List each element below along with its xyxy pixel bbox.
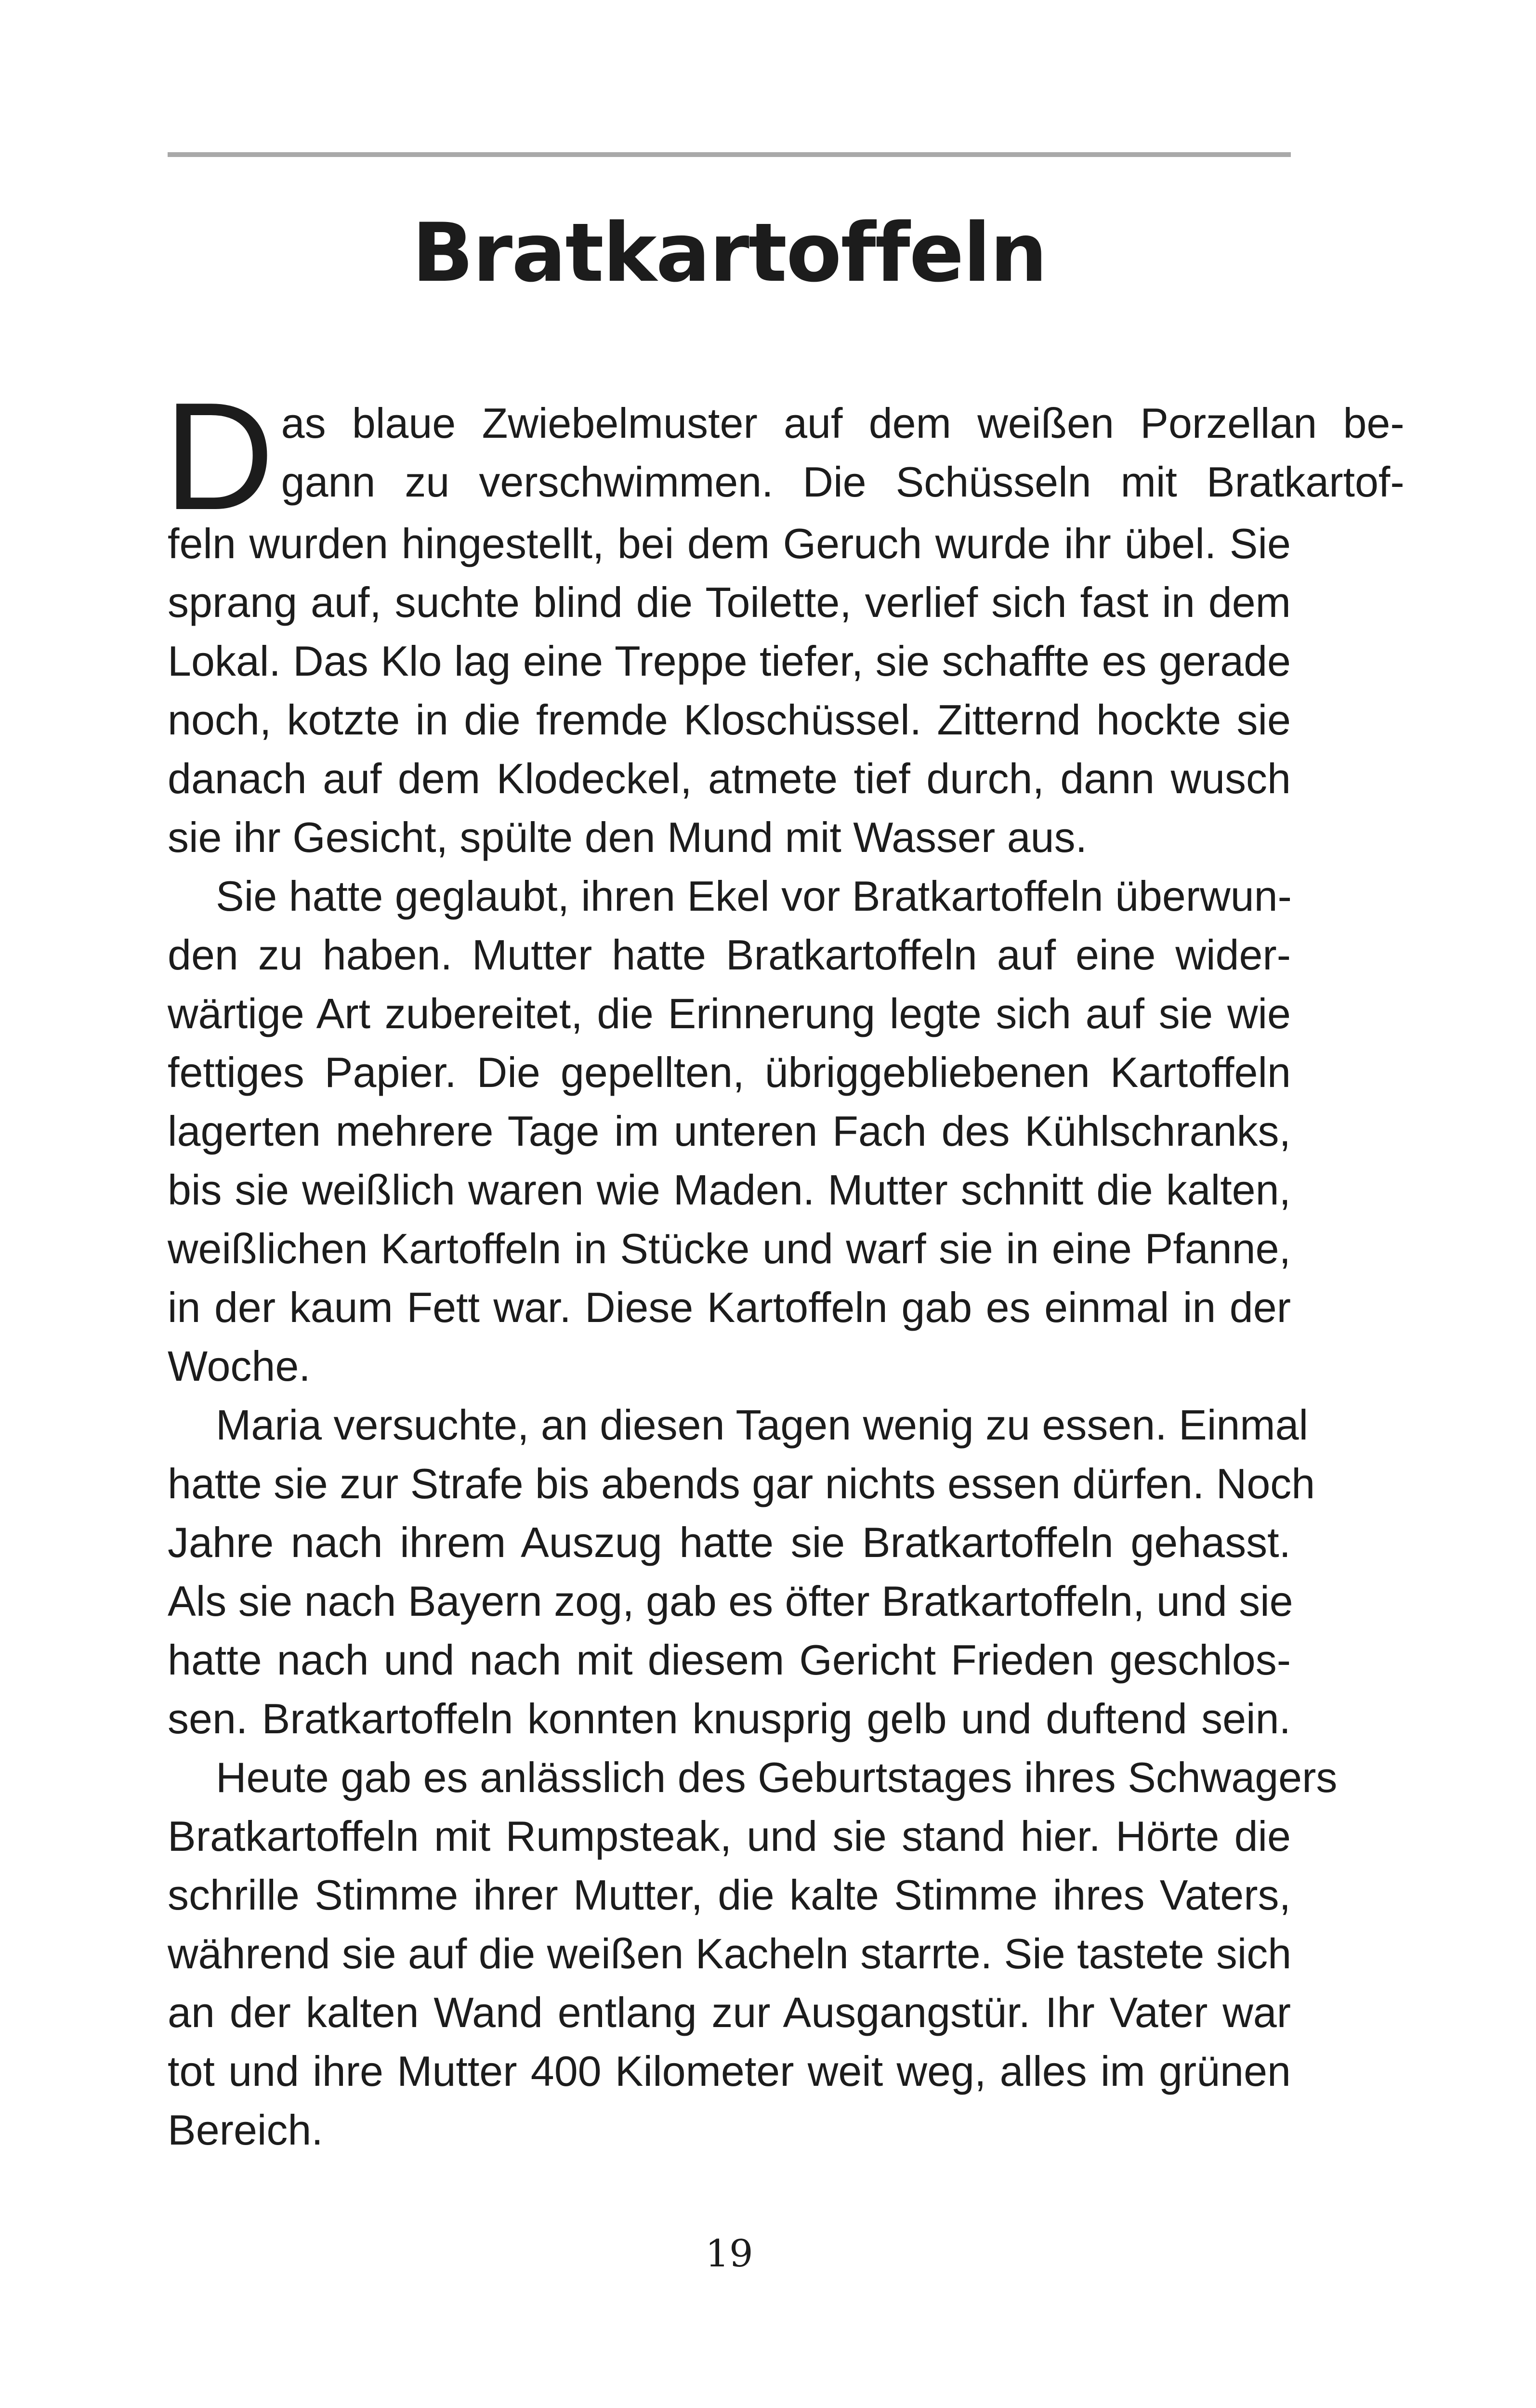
top-divider-rule (168, 152, 1291, 157)
text-line: Jahre nach ihrem Auszug hatte sie Bratkartoffeln gehasst. (168, 1518, 1291, 1566)
page-number: 19 (705, 2232, 753, 2276)
text-line: feln wurden hingestellt, bei dem Geruch wurde ihr übel. Sie (168, 520, 1291, 567)
text-line: hatte nach und nach mit diesem Gericht Frieden geschlos- (168, 1636, 1291, 1684)
paragraph-3 (168, 1396, 1315, 1748)
body-text (164, 371, 1405, 2159)
text-line: Lokal. Das Klo lag eine Treppe tiefer, sie schaffte es gerade (168, 637, 1291, 685)
text-line: lagerten mehrere Tage im unteren Fach des Kühlschranks, (168, 1107, 1291, 1155)
text-line: schrille Stimme ihrer Mutter, die kalte Stimme ihres Vaters, (168, 1871, 1291, 1919)
text-line: in der kaum Fett war. Diese Kartoffeln gab es einmal in der (168, 1283, 1291, 1331)
paragraph-1 (164, 371, 1405, 867)
text-line: sprang auf, suchte blind die Toilette, verlief sich fast in dem (168, 578, 1291, 626)
text-line: Maria versuchte, an diesen Tagen wenig zu essen. Einmal (216, 1401, 1309, 1449)
text-line: während sie auf die weißen Kacheln starrte. Sie tastete sich (168, 1930, 1292, 1977)
text-line: Bereich. (168, 2106, 323, 2154)
text-line: Als sie nach Bayern zog, gab es öfter Bratkartoffeln, und sie (168, 1577, 1293, 1625)
drop-cap: D (164, 371, 275, 542)
text-line: bis sie weißlich waren wie Maden. Mutter schnitt die kalten, (168, 1166, 1291, 1214)
text-line: gann zu verschwimmen. Die Schüsseln mit Bratkartof- (281, 458, 1405, 506)
text-line: Sie hatte geglaubt, ihren Ekel vor Bratkartoffeln überwun- (216, 872, 1292, 920)
text-line: fettiges Papier. Die gepellten, übriggebliebenen Kartoffeln (168, 1048, 1291, 1096)
text-line: Bratkartoffeln mit Rumpsteak, und sie stand hier. Hörte die (168, 1812, 1291, 1860)
text-line: hatte sie zur Strafe bis abends gar nichts essen dürfen. Noch (168, 1460, 1315, 1507)
text-line: sen. Bratkartoffeln konnten knusprig gelb und duftend sein. (168, 1695, 1291, 1742)
text-line: danach auf dem Klodeckel, atmete tief durch, dann wusch (168, 755, 1291, 802)
text-line: den zu haben. Mutter hatte Bratkartoffeln auf eine wider- (168, 931, 1291, 979)
chapter-title: Bratkartoffeln (412, 206, 1047, 300)
text-line: noch, kotzte in die fremde Kloschüssel. Zitternd hockte sie (168, 696, 1291, 744)
text-line: wärtige Art zubereitet, die Erinnerung legte sich auf sie wie (168, 990, 1291, 1037)
text-line: sie ihr Gesicht, spülte den Mund mit Wasser aus. (168, 813, 1088, 861)
text-line: tot und ihre Mutter 400 Kilometer weit weg, alles im grünen (168, 2047, 1291, 2095)
text-line: an der kalten Wand entlang zur Ausgangstür. Ihr Vater war (168, 1989, 1291, 2036)
text-line: as blaue Zwiebelmuster auf dem weißen Porzellan be- (281, 399, 1405, 447)
paragraph-4 (168, 1748, 1338, 2159)
text-line: Woche. (168, 1342, 311, 1390)
paragraph-2 (168, 867, 1291, 1396)
text-line: weißlichen Kartoffeln in Stücke und warf sie in eine Pfanne, (168, 1225, 1291, 1272)
text-line: Heute gab es anlässlich des Geburtstages ihres Schwagers (216, 1754, 1338, 1801)
